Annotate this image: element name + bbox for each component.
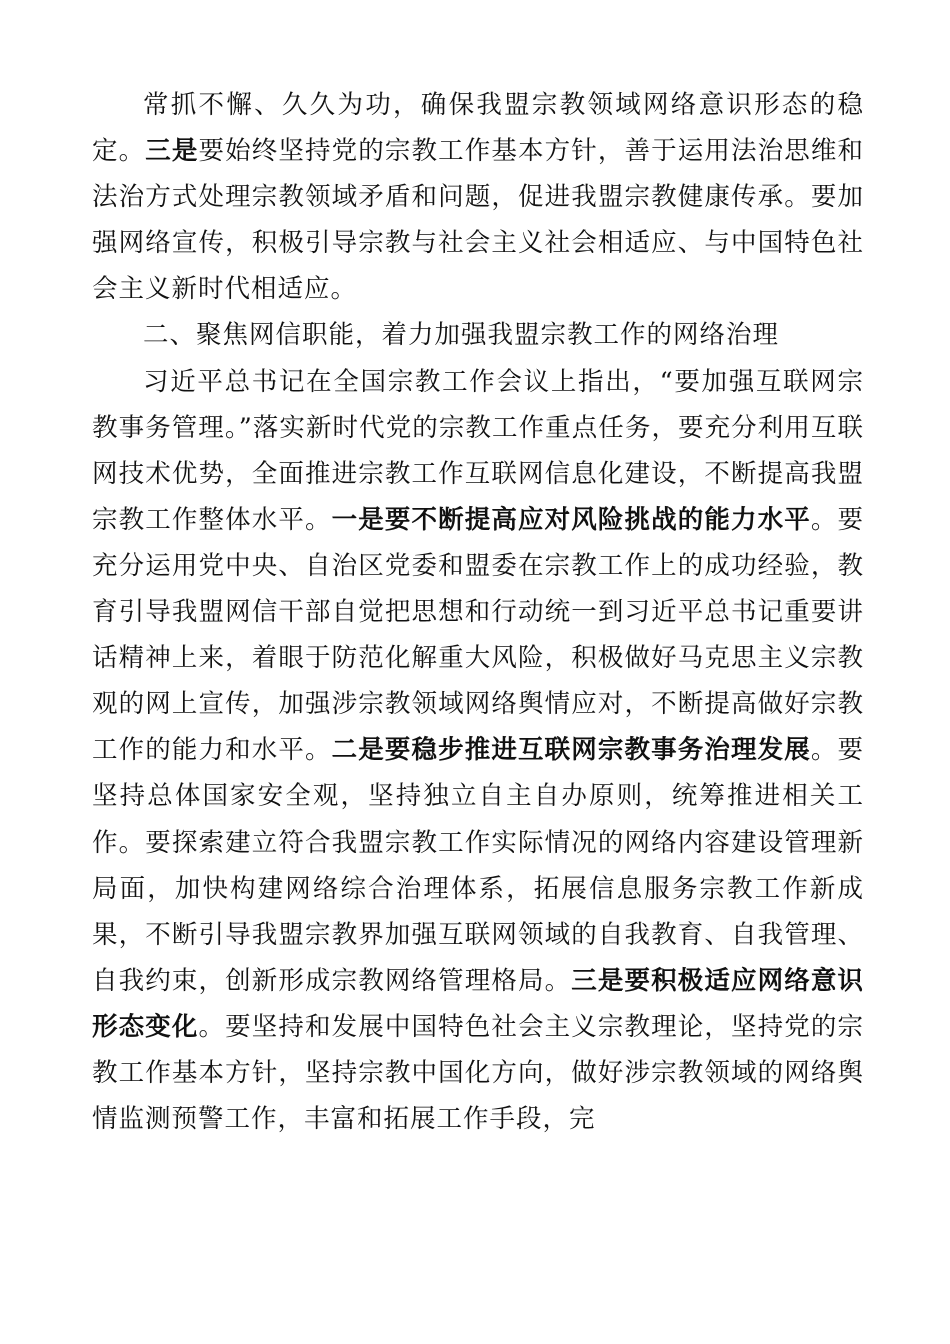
document-page	[92, 82, 864, 1142]
paragraph-3-text-3: 。要坚持总体国家安全观，坚持独立自主自办原则，统筹推进相关工作。要探索建立符合我盟宗教工作实际情况的网络内容建设管理新局面，加快构建网络综合治理体系，拓展信息服务宗教工作新成果，不断引导我盟宗教界加强互联网领域的自我教育、自我管理、自我约束，创新形成宗教网络管理格局。	[92, 735, 864, 996]
section-heading	[92, 312, 864, 358]
paragraph-3	[92, 359, 864, 1143]
paragraph-1-text-2: 要始终坚持党的宗教工作基本方针，善于运用法治思维和法治方式处理宗教领域矛盾和问题，促进我盟宗教健康传承。要加强网络宣传，积极引导宗教与社会主义社会相适应、与中国特色社会主义新时代相适应。	[92, 136, 864, 305]
section-heading-text: 二、聚焦网信职能，着力加强我盟宗教工作的网络治理	[143, 320, 780, 351]
paragraph-1-text-1: 常抓不懈、久久为功，确保我盟宗教领域网络意识形态的稳定。	[92, 90, 864, 167]
paragraph-3-bold-point-1: 一是要不断提高应对风险挑战的能力水平	[331, 504, 811, 535]
paragraph-1	[92, 82, 864, 312]
paragraph-3-bold-point-3: 三是要积极适应网络意识形态变化	[92, 965, 864, 1042]
paragraph-1-bold-lead: 三是	[145, 136, 199, 167]
paragraph-3-bold-point-2: 二是要稳步推进互联网宗教事务治理发展	[331, 735, 811, 766]
paragraph-3-text-4: 。要坚持和发展中国特色社会主义宗教理论，坚持党的宗教工作基本方针，坚持宗教中国化方向，做好涉宗教领域的网络舆情监测预警工作，丰富和拓展工作手段，完	[92, 1011, 864, 1135]
paragraph-3-text-1: 习近平总书记在全国宗教工作会议上指出，“要加强互联网宗教事务管理。”落实新时代党的宗教工作重点任务，要充分利用互联网技术优势，全面推进宗教工作互联网信息化建设，不断提高我盟宗教工作整体水平。	[92, 366, 864, 535]
paragraph-3-text-2: 。要充分运用党中央、自治区党委和盟委在宗教工作上的成功经验，教育引导我盟网信干部自觉把思想和行动统一到习近平总书记重要讲话精神上来，着眼于防范化解重大风险，积极做好马克思主义宗教观的网上宣传，加强涉宗教领域网络舆情应对，不断提高做好宗教工作的能力和水平。	[92, 504, 864, 766]
